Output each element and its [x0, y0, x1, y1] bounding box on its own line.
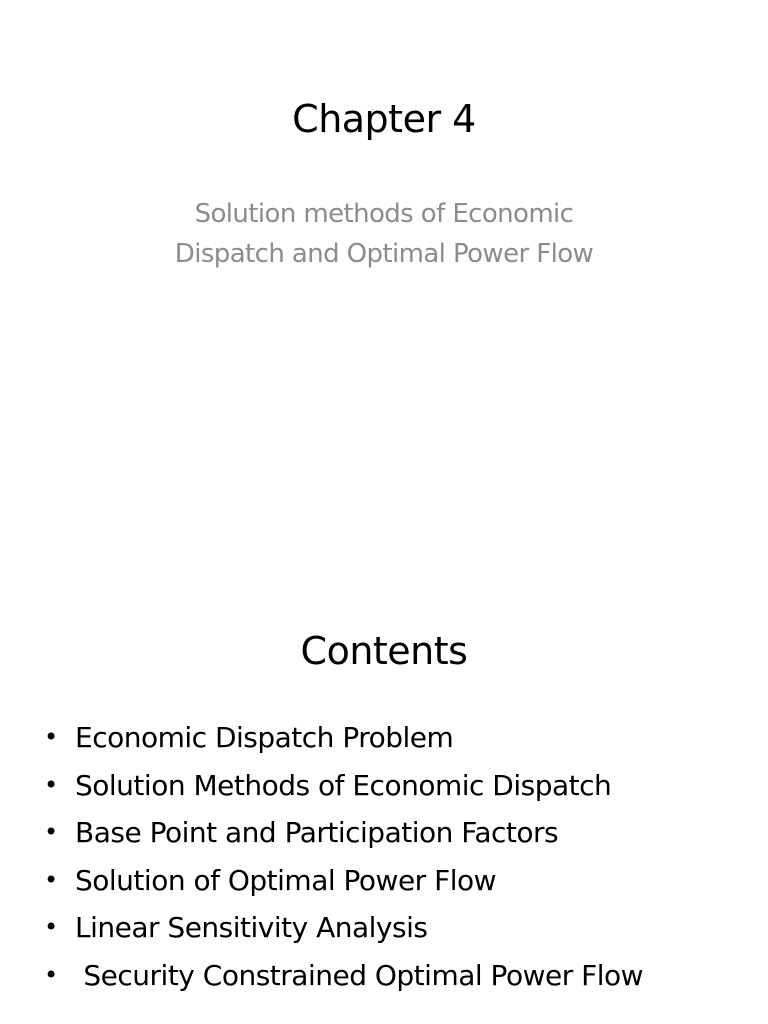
list-item-text: Economic Dispatch Problem — [75, 721, 454, 754]
contents-title: Contents — [300, 629, 468, 673]
list-item — [44, 952, 643, 1000]
list-item-text: Linear Sensitivity Analysis — [75, 911, 428, 944]
bullet-icon: • — [44, 960, 58, 989]
contents-slide — [0, 512, 768, 1024]
slide-title: Chapter 4 — [292, 97, 476, 141]
bullet-icon: • — [44, 723, 58, 751]
subtitle-line: Dispatch and Optimal Power Flow — [174, 239, 594, 269]
bullet-icon: • — [44, 913, 58, 941]
subtitle-line: Solution methods of Economic — [194, 199, 574, 229]
list-item-text: Solution Methods of Economic Dispatch — [75, 768, 612, 802]
bullet-icon: • — [44, 865, 58, 894]
list-item — [44, 857, 643, 905]
slide-subtitle — [0, 194, 768, 274]
list-item-text: Security Constrained Optimal Power Flow — [75, 958, 644, 992]
bullet-icon: • — [44, 770, 58, 799]
list-item-text: Solution of Optimal Power Flow — [75, 863, 497, 897]
bullet-icon: • — [44, 818, 58, 846]
list-item — [44, 762, 643, 810]
list-item-text: Base Point and Participation Factors — [75, 816, 559, 849]
list-item — [44, 809, 643, 857]
contents-list — [44, 714, 643, 999]
list-item — [44, 904, 643, 952]
list-item — [44, 714, 643, 762]
